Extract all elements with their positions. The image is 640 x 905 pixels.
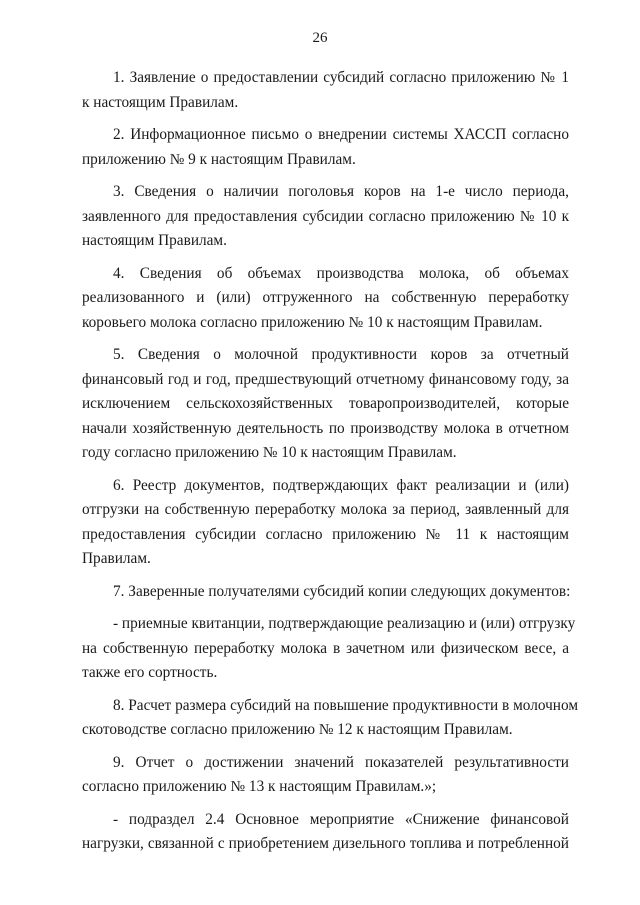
paragraph-line: году согласно приложению № 10 к настоящим Правилам. (82, 444, 457, 461)
paragraph (82, 180, 569, 254)
page-number: 26 (312, 30, 328, 46)
paragraph (82, 123, 569, 172)
paragraph (82, 66, 569, 115)
paragraph-line: коровьего молока согласно приложению № 10 к настоящим Правилам. (82, 313, 543, 331)
paragraph-line: нагрузки, связанной с приобретением дизельного топлива и потребленной (82, 835, 569, 852)
paragraph (82, 580, 569, 605)
paragraph-line: к настоящим Правилам. (82, 93, 239, 111)
paragraph-line: финансовый год и год, предшествующий отчетному финансовому году, за (82, 370, 569, 388)
paragraph (82, 694, 579, 743)
paragraph-line: на собственную переработку молока в зачетном или физическом весе, а (82, 639, 569, 657)
paragraph-line: 8. Расчет размера субсидий на повышение продуктивности в молочном (113, 696, 579, 714)
paragraph-line: - подраздел 2.4 Основное мероприятие «Снижение финансовой (113, 810, 569, 828)
paragraph-line: исключением сельскохозяйственных товаропроизводителей, которые (82, 395, 569, 412)
paragraph-line: начали хозяйственную деятельность по производству молока в отчетном (82, 419, 569, 437)
paragraph-line: 4. Сведения об объемах производства молока, об объемах (113, 264, 569, 282)
paragraph-line: 2. Информационное письмо о внедрении системы ХАССП согласно (113, 126, 569, 143)
paragraph (82, 474, 569, 572)
document-body (82, 66, 579, 865)
paragraph (82, 612, 576, 686)
paragraph-line: 7. Заверенные получателями субсидий копии следующих документов: (113, 582, 571, 600)
paragraph-line: также его сортность. (82, 664, 218, 681)
paragraph-line: - приемные квитанции, подтверждающие реализацию и (или) отгрузку (113, 615, 576, 632)
paragraph-line: Правилам. (82, 550, 151, 567)
paragraph (82, 343, 569, 466)
paragraph-line: 1. Заявление о предоставлении субсидий согласно приложению № 1 (113, 69, 569, 86)
paragraph-line: предоставления субсидии согласно приложению № 11 к настоящим (82, 525, 569, 543)
paragraph-line: 9. Отчет о достижении значений показателей результативности (113, 753, 569, 771)
paragraph-line: 3. Сведения о наличии поголовья коров на 1-е число периода, (113, 183, 569, 200)
paragraph (82, 808, 569, 857)
paragraph-line: заявленного для предоставления субсидии согласно приложению № 10 к (82, 207, 569, 225)
paragraph-line: отгрузки на собственную переработку молока за период, заявленный для (82, 501, 569, 518)
paragraph-line: 5. Сведения о молочной продуктивности коров за отчетный (113, 346, 569, 363)
paragraph-line: 6. Реестр документов, подтверждающих факт реализации и (или) (113, 476, 569, 494)
paragraph (82, 262, 569, 336)
paragraph-line: реализованного и (или) отгруженного на собственную переработку (82, 289, 569, 306)
paragraph-line: приложению № 9 к настоящим Правилам. (82, 150, 356, 168)
paragraph (82, 751, 569, 800)
paragraph-line: скотоводстве согласно приложению № 12 к настоящим Правилам. (82, 721, 513, 738)
paragraph-line: согласно приложению № 13 к настоящим Правилам.»; (82, 778, 437, 795)
paragraph-line: настоящим Правилам. (82, 232, 227, 249)
